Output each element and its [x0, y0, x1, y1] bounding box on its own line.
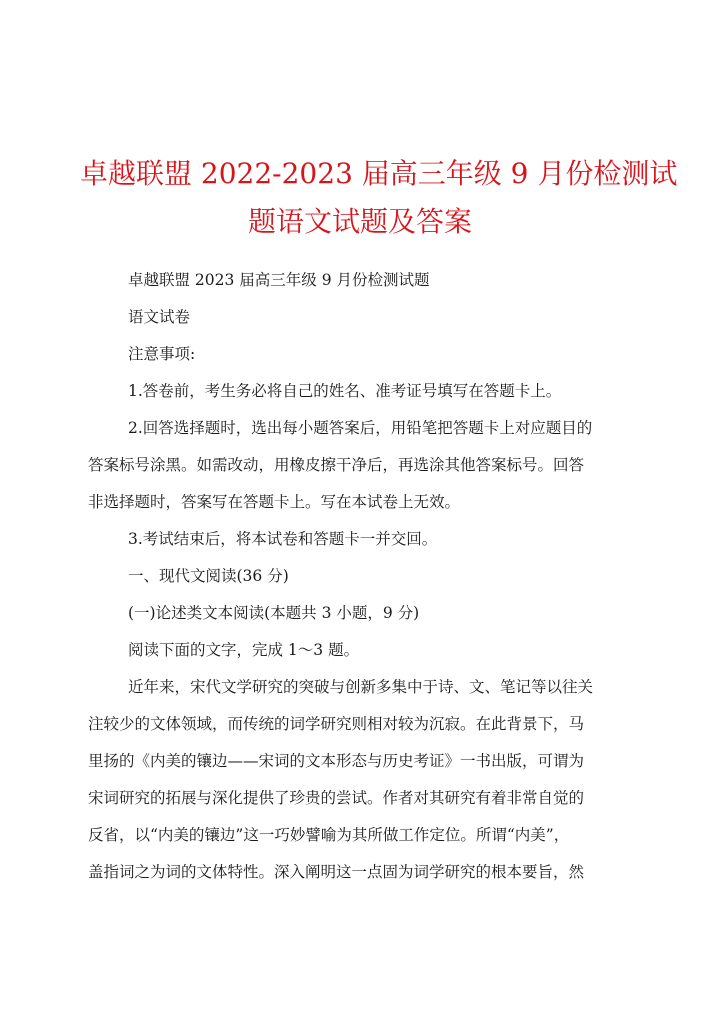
- text-line: (一)论述类文本阅读(本题共 3 小题，9 分): [128, 604, 420, 622]
- text-line: 答案标号涂黑。如需改动，用橡皮擦干净后，再选涂其他答案标号。回答: [88, 456, 585, 474]
- text-line: 阅读下面的文字，完成 1～3 题。: [128, 641, 360, 659]
- text-line: 里扬的《内美的镶边——宋词的文本形态与历史考证》一书出版，可谓为: [88, 752, 585, 770]
- text-line: 一、现代文阅读(36 分): [128, 567, 289, 585]
- text-line: 3.考试结束后，将本试卷和答题卡一并交回。: [128, 530, 438, 548]
- text-line: 卓越联盟 2023 届高三年级 9 月份检测试题: [128, 271, 430, 289]
- text-line: 2.回答选择题时，选出每小题答案后，用铅笔把答题卡上对应题目的: [128, 419, 593, 437]
- document-title: [80, 150, 678, 246]
- text-line: 注意事项:: [128, 345, 196, 363]
- text-line: 盖指词之为词的文体特性。深入阐明这一点固为词学研究的根本要旨，然: [88, 863, 585, 881]
- title-line-2: 题语文试题及答案: [247, 205, 472, 238]
- text-line: 非选择题时，答案写在答题卡上。写在本试卷上无效。: [88, 493, 461, 511]
- title-line-1: 卓越联盟 2022-2023 届高三年级 9 月份检测试: [80, 157, 678, 190]
- text-line: 注较少的文体领域，而传统的词学研究则相对较为沉寂。在此背景下，马: [88, 715, 585, 733]
- text-line: 宋词研究的拓展与深化提供了珍贵的尝试。作者对其研究有着非常自觉的: [88, 789, 585, 807]
- text-line: 1.答卷前，考生务必将自己的姓名、准考证号填写在答题卡上。: [128, 382, 562, 400]
- text-line: 反省，以“内美的镶边”这一巧妙譬喻为其所做工作定位。所谓“内美”，: [88, 826, 570, 844]
- text-line: 语文试卷: [128, 308, 191, 326]
- document-body: [88, 262, 632, 891]
- text-line: 近年来，宋代文学研究的突破与创新多集中于诗、文、笔记等以往关: [128, 678, 594, 696]
